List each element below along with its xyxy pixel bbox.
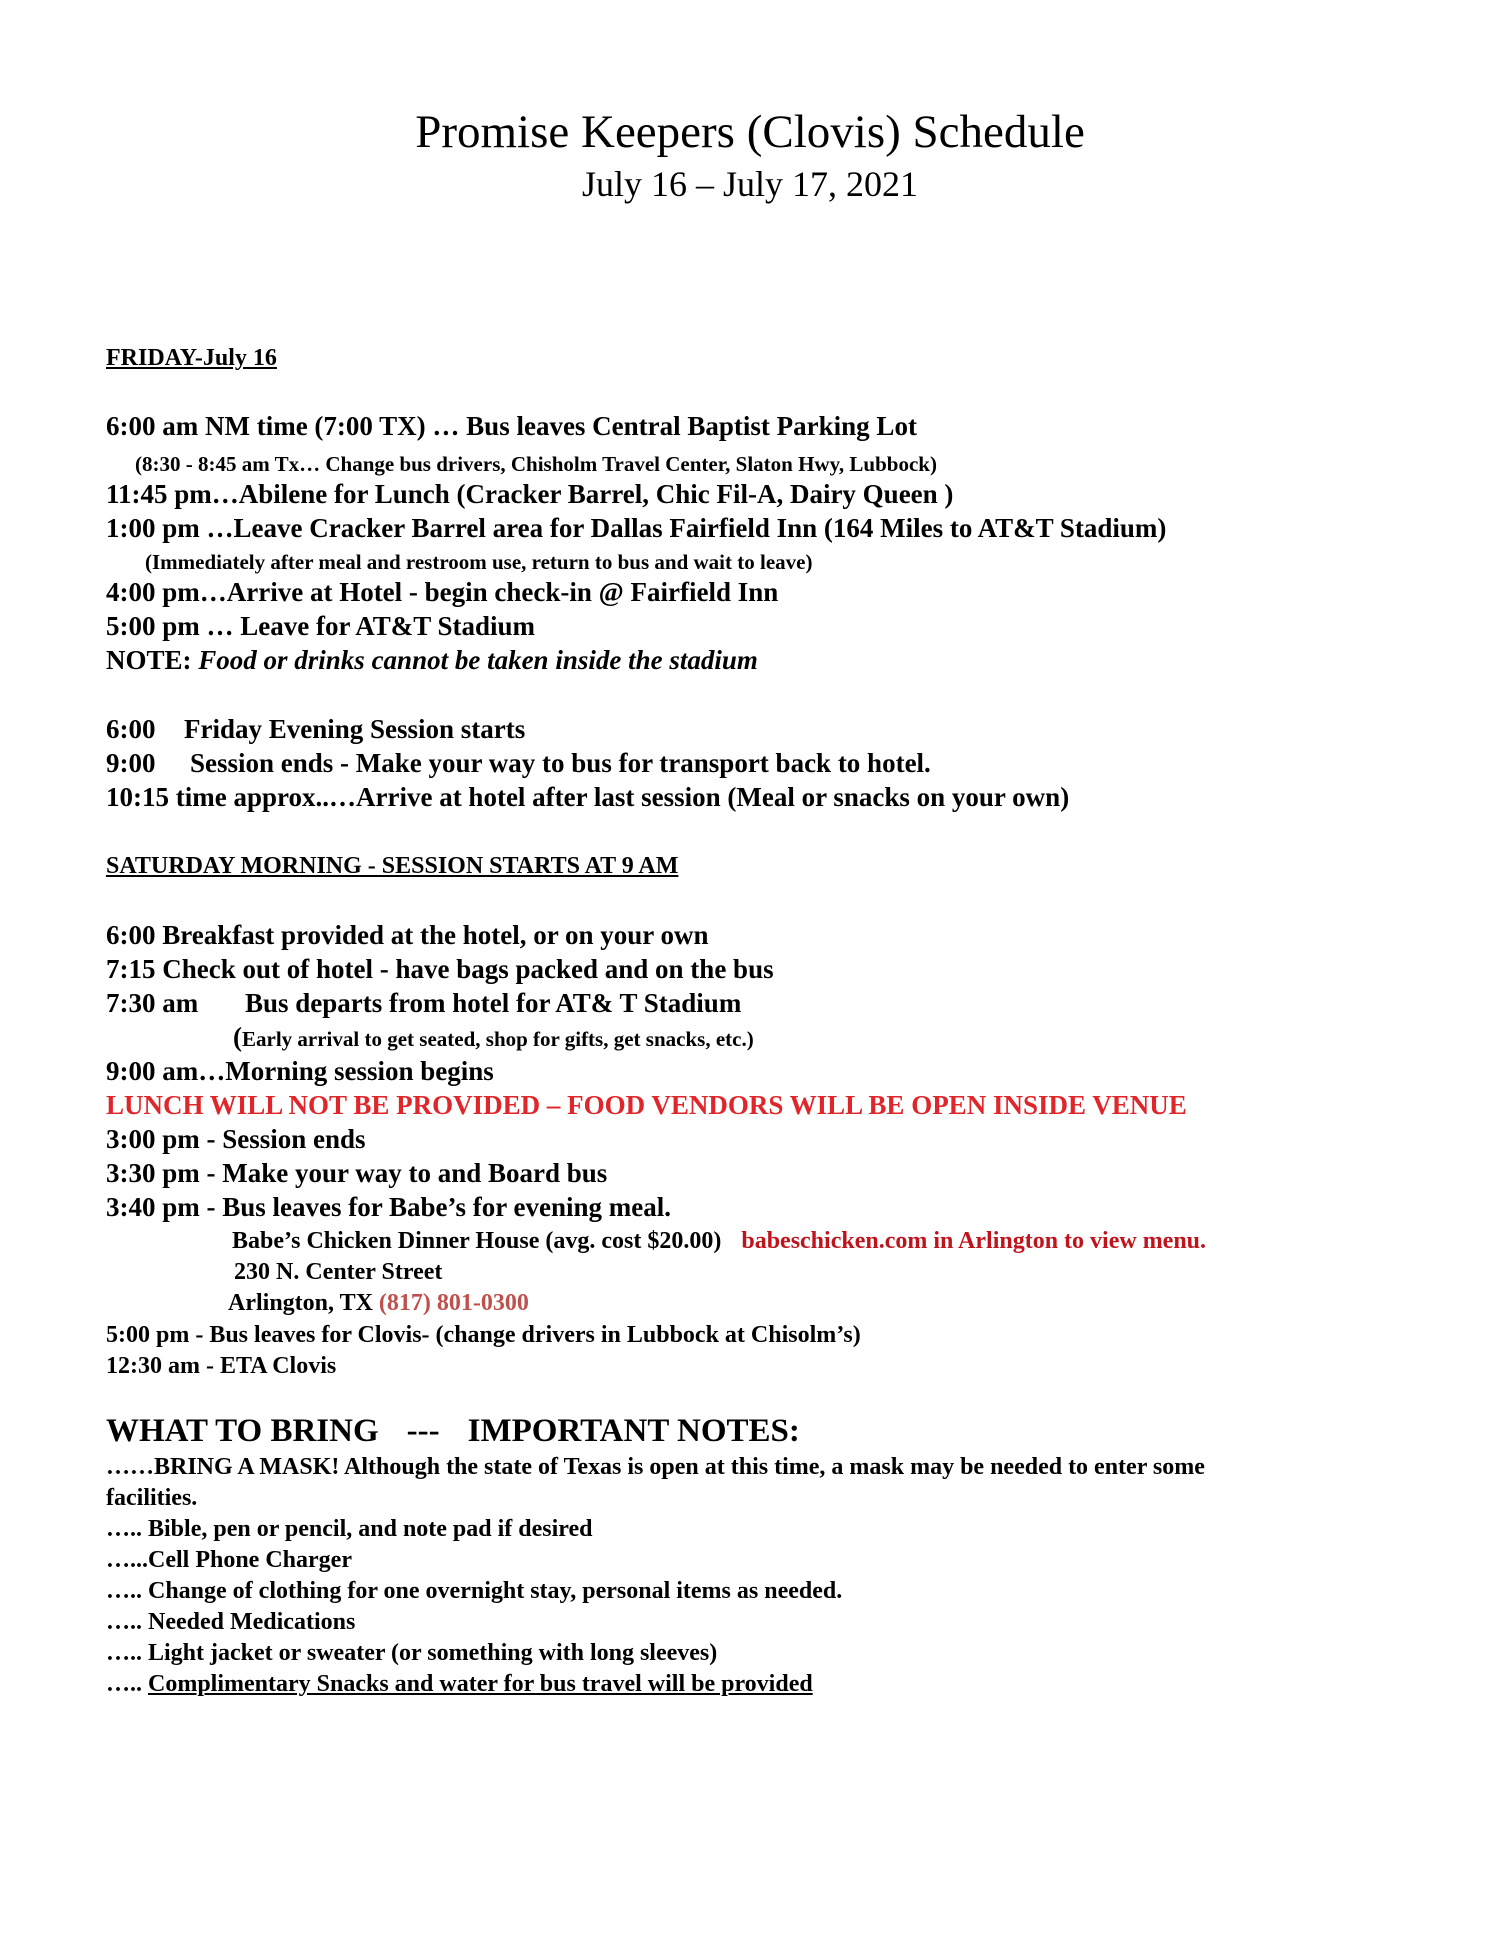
snacks-prefix: ….. (106, 1671, 142, 1697)
friday-line-leave-lunch: 1:00 pm …Leave Cracker Barrel area for Dallas Fairfield Inn (164 Miles to AT&T Stadium) (106, 513, 1167, 543)
saturday-return: 5:00 pm - Bus leaves for Clovis- (change drivers in Lubbock at Chisolm’s) (106, 1322, 861, 1348)
saturday-evening-meal: 3:40 pm - Bus leaves for Babe’s for evening meal. (106, 1192, 671, 1222)
page-dates: July 16 – July 17, 2021 (581, 164, 919, 204)
friday-line-arrive-hotel: 4:00 pm…Arrive at Hotel - begin check-in @ Fairfield Inn (106, 577, 779, 607)
bring-item-snacks (106, 1669, 813, 1699)
snacks-text: Complimentary Snacks and water for bus travel will be provided (148, 1671, 813, 1697)
restaurant-city: Arlington, TX (228, 1290, 373, 1316)
friday-arrive-after-session: 10:15 time approx..…Arrive at hotel after last session (Meal or snacks on your own) (106, 782, 1070, 812)
friday-line-leave-stadium: 5:00 pm … Leave for AT&T Stadium (106, 611, 536, 641)
saturday-session-ends: 3:00 pm - Session ends (106, 1124, 366, 1154)
notes-heading-sep: --- (406, 1413, 440, 1449)
restaurant-link[interactable]: babeschicken.com in Arlington to view menu. (741, 1228, 1207, 1254)
bring-item-bible: ….. Bible, pen or pencil, and note pad if desired (106, 1516, 593, 1542)
mask-note-line1: ……BRING A MASK! Although the state of Texas is open at this time, a mask may be needed to enter some (106, 1454, 1205, 1480)
saturday-morning-session: 9:00 am…Morning session begins (106, 1056, 494, 1086)
restaurant-line (232, 1226, 1206, 1256)
restaurant-name: Babe’s Chicken Dinner House (avg. cost $20.00) (232, 1228, 722, 1254)
note-text: Food or drinks cannot be taken inside the stadium (198, 645, 758, 675)
bring-item-charger: …...Cell Phone Charger (106, 1547, 352, 1573)
evening-start-text: Friday Evening Session starts (184, 714, 526, 744)
notes-heading-right: IMPORTANT NOTES: (467, 1413, 800, 1449)
friday-line-depart: 6:00 am NM time (7:00 TX) … Bus leaves Central Baptist Parking Lot (106, 411, 917, 441)
lunch-notice: LUNCH WILL NOT BE PROVIDED – FOOD VENDORS WILL BE OPEN INSIDE VENUE (106, 1090, 1187, 1120)
bring-item-clothing: ….. Change of clothing for one overnight stay, personal items as needed. (106, 1578, 843, 1604)
notes-heading-left: WHAT TO BRING (106, 1413, 379, 1449)
bring-item-jacket: ….. Light jacket or sweater (or something with long sleeves) (106, 1640, 718, 1666)
early-text: Early arrival to get seated, shop for gifts, get snacks, etc.) (242, 1027, 754, 1051)
saturday-eta: 12:30 am - ETA Clovis (106, 1353, 337, 1379)
friday-line-driver-change: (8:30 - 8:45 am Tx… Change bus drivers, Chisholm Travel Center, Slaton Hwy, Lubbock) (135, 452, 937, 476)
evening-start-time: 6:00 (106, 714, 156, 744)
evening-end-time: 9:00 (106, 748, 156, 778)
depart-time: 7:30 am (106, 988, 199, 1018)
saturday-breakfast: 6:00 Breakfast provided at the hotel, or on your own (106, 920, 709, 950)
friday-evening-end (106, 747, 931, 779)
friday-evening-start (106, 713, 525, 745)
page-title: Promise Keepers (Clovis) Schedule (415, 106, 1085, 158)
early-paren: ( (233, 1022, 242, 1052)
friday-line-immediately: (Immediately after meal and restroom use, return to bus and wait to leave) (145, 550, 813, 574)
notes-heading (106, 1411, 800, 1451)
note-label: NOTE: (106, 645, 192, 675)
saturday-board-bus: 3:30 pm - Make your way to and Board bus (106, 1158, 608, 1188)
saturday-depart (106, 987, 741, 1019)
friday-line-lunch: 11:45 pm…Abilene for Lunch (Cracker Barrel, Chic Fil-A, Dairy Queen ) (106, 479, 954, 509)
friday-note (106, 644, 758, 676)
depart-text: Bus departs from hotel for AT& T Stadium (245, 988, 742, 1018)
friday-heading: FRIDAY-July 16 (106, 345, 277, 371)
mask-note-line2: facilities. (106, 1485, 198, 1511)
restaurant-phone[interactable]: (817) 801-0300 (378, 1290, 529, 1316)
saturday-early-arrival (233, 1024, 754, 1052)
saturday-checkout: 7:15 Check out of hotel - have bags packed and on the bus (106, 954, 774, 984)
saturday-heading: SATURDAY MORNING - SESSION STARTS AT 9 AM (106, 853, 679, 879)
restaurant-street: 230 N. Center Street (234, 1259, 443, 1285)
restaurant-city-line (228, 1288, 529, 1318)
evening-end-text: Session ends - Make your way to bus for transport back to hotel. (190, 748, 931, 778)
bring-item-medications: ….. Needed Medications (106, 1609, 356, 1635)
